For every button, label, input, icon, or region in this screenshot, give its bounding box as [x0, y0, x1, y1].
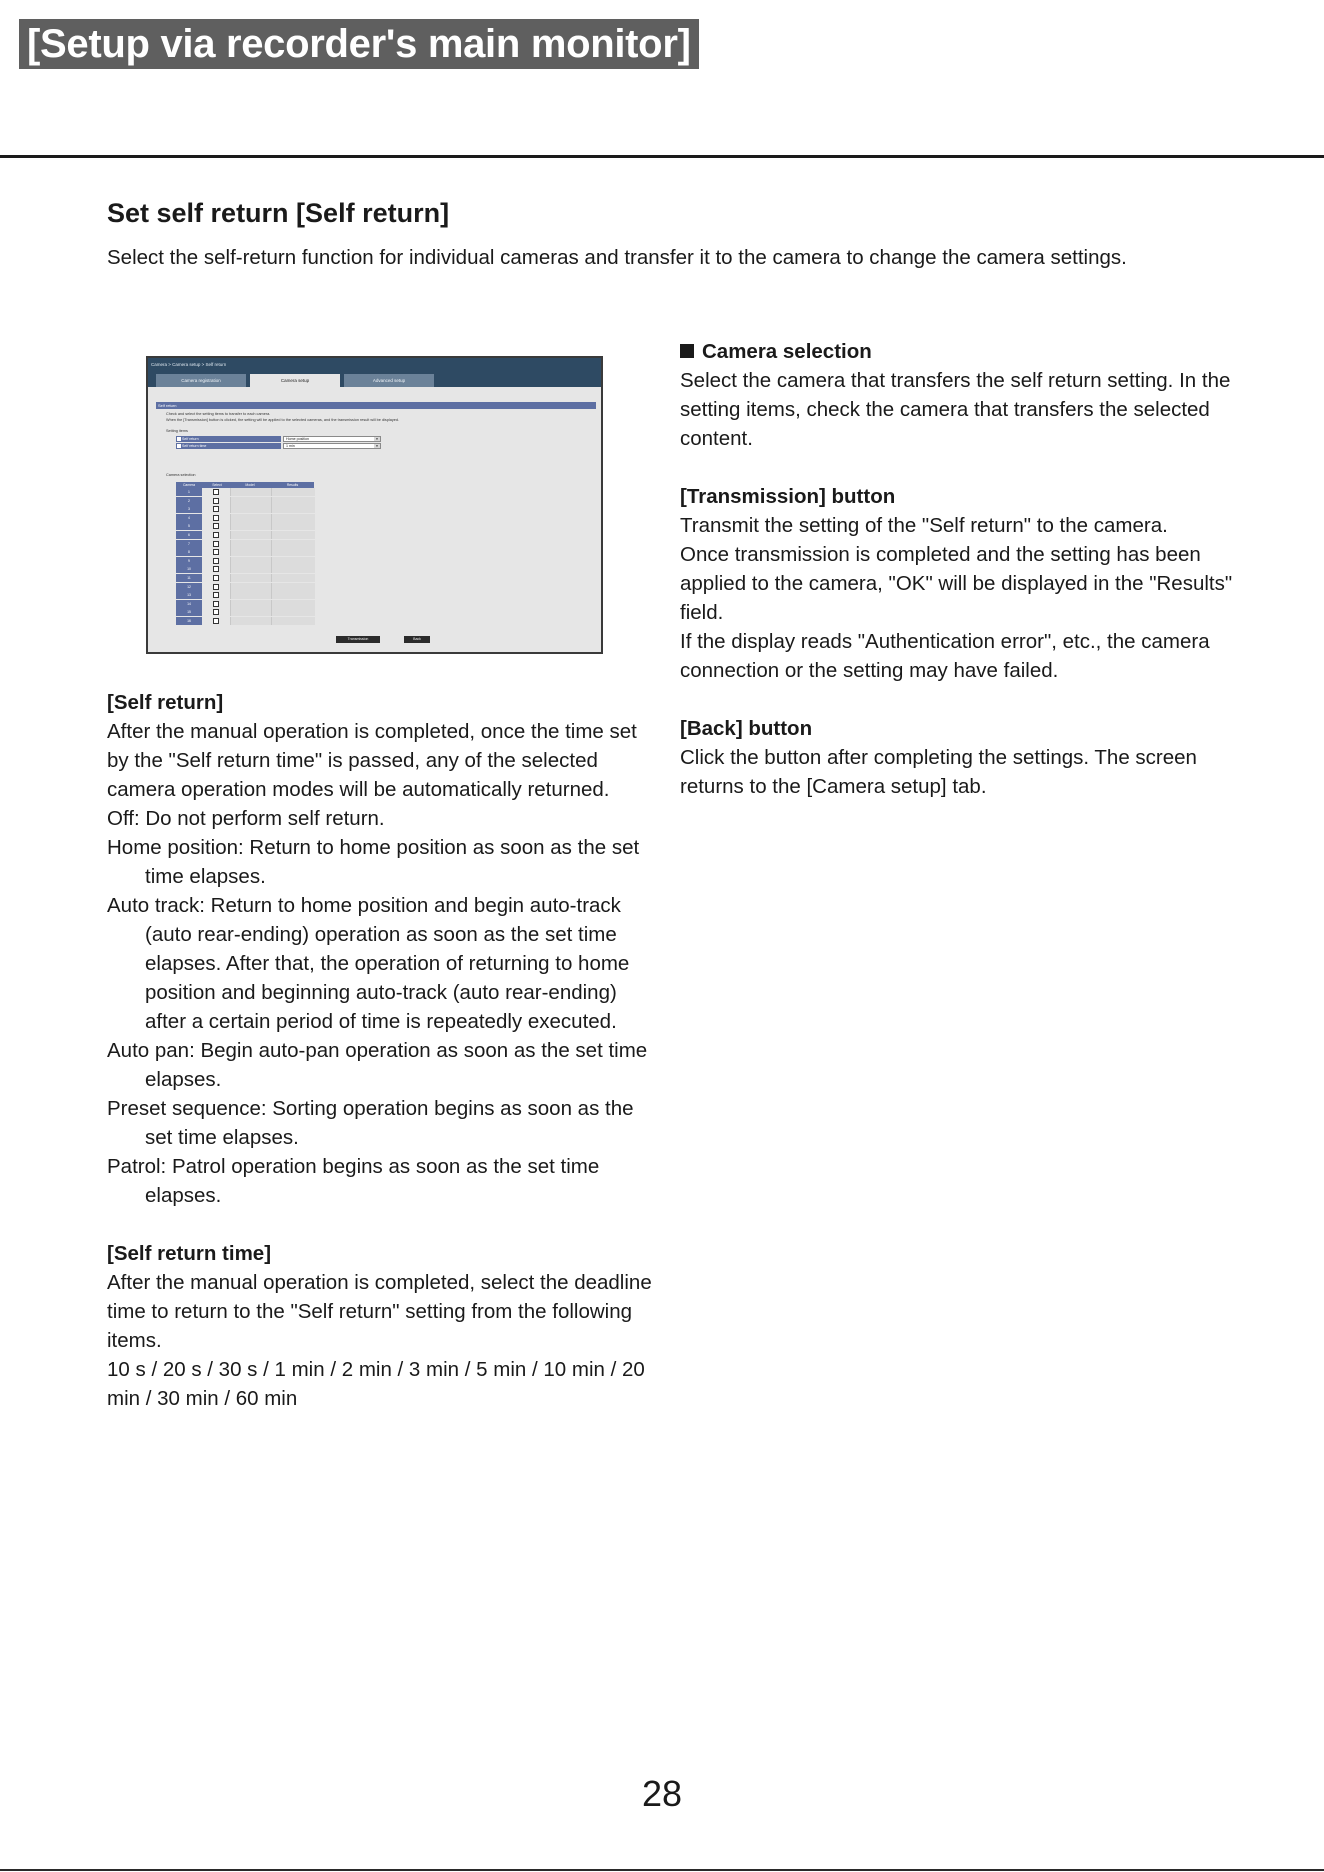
self-return-time-values: 10 s / 20 s / 30 s / 1 min / 2 min / 3 min / 5 min / 10 min / 20 min / 30 min / 60 min	[107, 1358, 645, 1410]
header-select: Select	[212, 483, 222, 487]
screenshot-self-return-time-select[interactable]: 1 min ▼	[283, 443, 381, 449]
footer-divider	[0, 1869, 1324, 1871]
screenshot-camera-selection-label: Camera selection	[166, 473, 196, 477]
self-return-heading: [Self return]	[107, 691, 224, 714]
results-cell	[271, 540, 315, 548]
camera-number: 15	[176, 608, 202, 616]
camera-number: 3	[176, 505, 202, 513]
header-results: Results	[286, 483, 299, 487]
model-cell	[230, 488, 271, 496]
model-cell	[230, 608, 271, 616]
header-model: Model	[245, 483, 255, 487]
self-return-body: After the manual operation is completed, once the time set by the "Self return time" is passed, any of the selected camera operation modes will be automatically returned.	[107, 720, 637, 801]
camera-select-checkbox[interactable]	[213, 601, 219, 607]
results-cell	[271, 548, 315, 556]
model-cell	[230, 557, 271, 565]
model-cell	[230, 600, 271, 608]
chevron-down-icon: ▼	[375, 444, 379, 448]
results-cell	[271, 488, 315, 496]
model-cell	[230, 540, 271, 548]
camera-number: 11	[176, 574, 202, 582]
self-return-time-block	[107, 1239, 662, 1413]
section-intro: Select the self-return function for individual cameras and transfer it to the camera to change the camera settings.	[107, 246, 1127, 269]
results-cell	[271, 583, 315, 591]
results-cell	[271, 557, 315, 565]
camera-number: 6	[176, 531, 202, 539]
camera-select-checkbox[interactable]	[213, 566, 219, 572]
screenshot-setting-self-return-time[interactable]: Self return time	[176, 443, 281, 449]
checkbox-icon[interactable]	[177, 437, 181, 441]
camera-selection-heading: Camera selection	[702, 340, 872, 363]
screenshot-title-bar	[148, 358, 601, 387]
camera-select-checkbox[interactable]	[213, 549, 219, 555]
model-cell	[230, 531, 271, 539]
camera-selection-body: Select the camera that transfers the self return setting. In the setting items, check the camera that transfers the selected content.	[680, 369, 1231, 450]
model-cell	[230, 514, 271, 522]
option-auto-track: Auto track: Return to home position and begin auto-track (auto rear-ending) operation as soon as the set time elapses. After that, the operation of returning to home position and beginning auto-track (auto rear-ending) after a certain period of time is repeatedly executed.	[107, 894, 630, 1033]
results-cell	[271, 608, 315, 616]
model-cell	[230, 574, 271, 582]
results-cell	[271, 617, 315, 625]
camera-number: 12	[176, 583, 202, 591]
camera-number: 14	[176, 600, 202, 608]
checkbox-icon[interactable]	[177, 444, 181, 448]
left-column	[107, 688, 662, 1442]
screenshot-breadcrumb: Camera > Camera setup > Self return	[151, 362, 227, 367]
results-cell	[271, 505, 315, 513]
model-cell	[230, 617, 271, 625]
camera-select-checkbox[interactable]	[213, 515, 219, 521]
header-divider	[0, 155, 1324, 158]
page-number: 28	[641, 1773, 683, 1814]
screenshot-section-bar: Self return	[156, 402, 596, 409]
self-return-screenshot	[146, 356, 603, 654]
camera-select-checkbox[interactable]	[213, 532, 219, 538]
screenshot-tab-camera-setup[interactable]: Camera setup	[250, 374, 340, 387]
transmission-line-2: Once transmission is completed and the setting has been applied to the camera, "OK" will be displayed in the "Results" field.	[680, 543, 1233, 624]
model-cell	[230, 548, 271, 556]
model-cell	[230, 497, 271, 505]
screenshot-transmission-button[interactable]: Transmission	[336, 636, 380, 643]
chevron-down-icon: ▼	[375, 437, 379, 441]
screenshot-tab-advanced-setup[interactable]: Advanced setup	[344, 374, 434, 387]
camera-number: 2	[176, 497, 202, 505]
model-cell	[230, 505, 271, 513]
right-column	[680, 337, 1240, 830]
results-cell	[271, 531, 315, 539]
transmission-line-3: If the display reads "Authentication error", etc., the camera connection or the setting may have failed.	[680, 630, 1210, 682]
results-cell	[271, 600, 315, 608]
camera-select-checkbox[interactable]	[213, 618, 219, 624]
back-heading: [Back] button	[680, 717, 813, 740]
model-cell	[230, 591, 271, 599]
screenshot-back-button[interactable]: Back	[404, 636, 430, 643]
camera-select-checkbox[interactable]	[213, 609, 219, 615]
camera-number: 10	[176, 565, 202, 573]
camera-number: 4	[176, 514, 202, 522]
camera-number: 8	[176, 548, 202, 556]
camera-number: 9	[176, 557, 202, 565]
option-preset-sequence: Preset sequence: Sorting operation begins as soon as the set time elapses.	[107, 1097, 634, 1149]
screenshot-setting-self-return[interactable]: Self return	[176, 436, 281, 442]
camera-select-checkbox[interactable]	[213, 575, 219, 581]
back-block	[680, 714, 1240, 801]
screenshot-instruction-2: When the [Transmission] button is clicked, the setting will be applied to the selected cameras, and the transmission result will be displayed.	[166, 418, 400, 422]
camera-select-checkbox[interactable]	[213, 584, 219, 590]
page-header-banner: [Setup via recorder's main monitor]	[19, 19, 699, 69]
model-cell	[230, 583, 271, 591]
screenshot-instruction-1: Check and select the setting items to transfer to each camera.	[166, 412, 271, 416]
self-return-time-body: After the manual operation is completed, select the deadline time to return to the "Self return" setting from the following items.	[107, 1271, 652, 1352]
self-return-time-heading: [Self return time]	[107, 1242, 272, 1265]
screenshot-self-return-select[interactable]: Home position ▼	[283, 436, 381, 442]
model-cell	[230, 522, 271, 530]
camera-select-checkbox[interactable]	[213, 541, 219, 547]
transmission-line-1: Transmit the setting of the "Self return" to the camera.	[680, 514, 1168, 537]
camera-select-checkbox[interactable]	[213, 523, 219, 529]
back-body: Click the button after completing the settings. The screen returns to the [Camera setup] tab.	[680, 746, 1197, 798]
camera-select-checkbox[interactable]	[213, 592, 219, 598]
header-camera: Camera	[182, 483, 196, 487]
self-return-block	[107, 688, 662, 1210]
results-cell	[271, 565, 315, 573]
camera-number: 5	[176, 522, 202, 530]
option-off: Off: Do not perform self return.	[107, 807, 385, 830]
camera-select-checkbox[interactable]	[213, 506, 219, 512]
option-patrol: Patrol: Patrol operation begins as soon as the set time elapses.	[107, 1155, 600, 1207]
screenshot-setting-items-label: Setting items	[166, 429, 188, 433]
camera-select-checkbox[interactable]	[213, 489, 219, 495]
section-title: Set self return [Self return]	[107, 198, 450, 228]
results-cell	[271, 514, 315, 522]
option-home-position: Home position: Return to home position as soon as the set time elapses.	[107, 836, 640, 888]
results-cell	[271, 574, 315, 582]
model-cell	[230, 565, 271, 573]
camera-number: 7	[176, 540, 202, 548]
camera-number: 1	[176, 488, 202, 496]
camera-select-checkbox[interactable]	[213, 558, 219, 564]
results-cell	[271, 591, 315, 599]
square-bullet-icon	[680, 344, 694, 358]
transmission-heading: [Transmission] button	[680, 485, 896, 508]
option-auto-pan: Auto pan: Begin auto-pan operation as soon as the set time elapses.	[107, 1039, 648, 1091]
camera-selection-block	[680, 337, 1240, 453]
results-cell	[271, 522, 315, 530]
transmission-block	[680, 482, 1240, 685]
camera-select-checkbox[interactable]	[213, 498, 219, 504]
results-cell	[271, 497, 315, 505]
camera-number: 13	[176, 591, 202, 599]
camera-number: 16	[176, 617, 202, 625]
screenshot-tab-camera-registration[interactable]: Camera registration	[156, 374, 246, 387]
